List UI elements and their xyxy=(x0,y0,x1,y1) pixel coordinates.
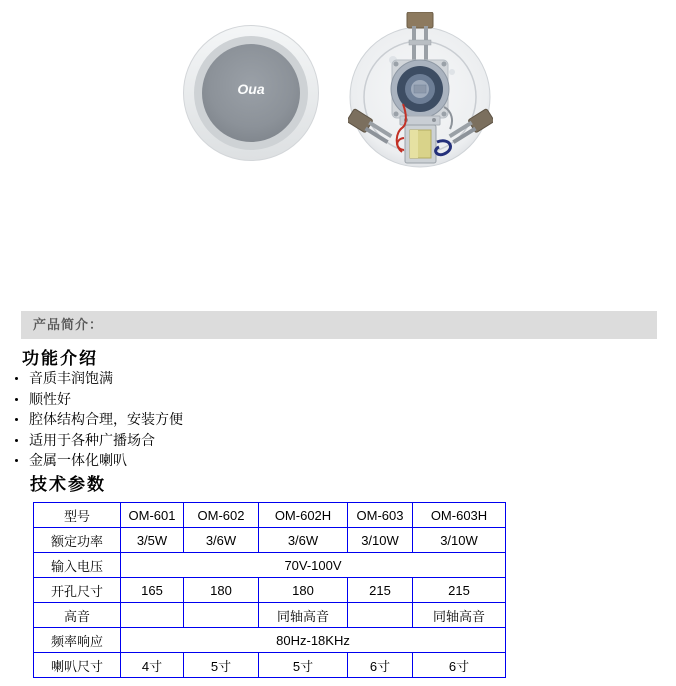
cell xyxy=(121,603,184,628)
speaker-driver xyxy=(391,60,449,125)
section-banner-product-intro: 产品简介： xyxy=(21,311,657,339)
cell: 3/10W xyxy=(413,528,506,553)
row-label: 喇叭尺寸 xyxy=(34,653,121,678)
cell: 165 xyxy=(121,578,184,603)
cell: 3/6W xyxy=(259,528,348,553)
specs-heading: 技术参数 xyxy=(30,475,106,494)
feature-list xyxy=(13,368,183,471)
cell xyxy=(184,603,259,628)
cell: 6寸 xyxy=(413,653,506,678)
spec-row-tweeter xyxy=(34,603,506,628)
cell: 180 xyxy=(259,578,348,603)
transformer xyxy=(405,125,436,163)
row-label: 高音 xyxy=(34,603,121,628)
spec-table-header-row xyxy=(34,503,506,528)
cell: 215 xyxy=(413,578,506,603)
speaker-rear-illustration xyxy=(348,12,493,173)
cell: 6寸 xyxy=(348,653,413,678)
header-model: OM-603H xyxy=(413,503,506,528)
row-label: 额定功率 xyxy=(34,528,121,553)
header-model: OM-601 xyxy=(121,503,184,528)
feature-item: 金属一体化喇叭 xyxy=(13,450,183,471)
cell: 5寸 xyxy=(259,653,348,678)
cell: 3/6W xyxy=(184,528,259,553)
header-model: OM-602H xyxy=(259,503,348,528)
header-model: OM-603 xyxy=(348,503,413,528)
feature-item: 音质丰润饱满 xyxy=(13,368,183,389)
cell-span: 80Hz-18KHz xyxy=(121,628,506,653)
feature-item: 适用于各种广播场合 xyxy=(13,430,183,451)
header-model: OM-602 xyxy=(184,503,259,528)
ceiling-speaker-rear-photo xyxy=(348,12,493,173)
cell: 215 xyxy=(348,578,413,603)
feature-item: 腔体结构合理，安装方便 xyxy=(13,409,183,430)
cell: 3/10W xyxy=(348,528,413,553)
cell-span: 70V-100V xyxy=(121,553,506,578)
brand-logo: Oua xyxy=(237,81,265,97)
spec-row-rated-power xyxy=(34,528,506,553)
features-heading: 功能介绍 xyxy=(22,349,98,368)
header-model-label: 型号 xyxy=(34,503,121,528)
cell: 3/5W xyxy=(121,528,184,553)
spec-table xyxy=(33,502,506,678)
spec-row-speaker-size xyxy=(34,653,506,678)
feature-item: 顺性好 xyxy=(13,389,183,410)
cell xyxy=(348,603,413,628)
cell: 同轴高音 xyxy=(259,603,348,628)
speaker-front-illustration xyxy=(183,18,320,168)
spec-row-cutout-size xyxy=(34,578,506,603)
row-label: 输入电压 xyxy=(34,553,121,578)
spec-row-input-voltage xyxy=(34,553,506,578)
ceiling-speaker-front-photo xyxy=(183,18,320,168)
row-label: 开孔尺寸 xyxy=(34,578,121,603)
cell: 180 xyxy=(184,578,259,603)
cell: 5寸 xyxy=(184,653,259,678)
cell: 4寸 xyxy=(121,653,184,678)
cell: 同轴高音 xyxy=(413,603,506,628)
spec-row-frequency-response xyxy=(34,628,506,653)
row-label: 频率响应 xyxy=(34,628,121,653)
